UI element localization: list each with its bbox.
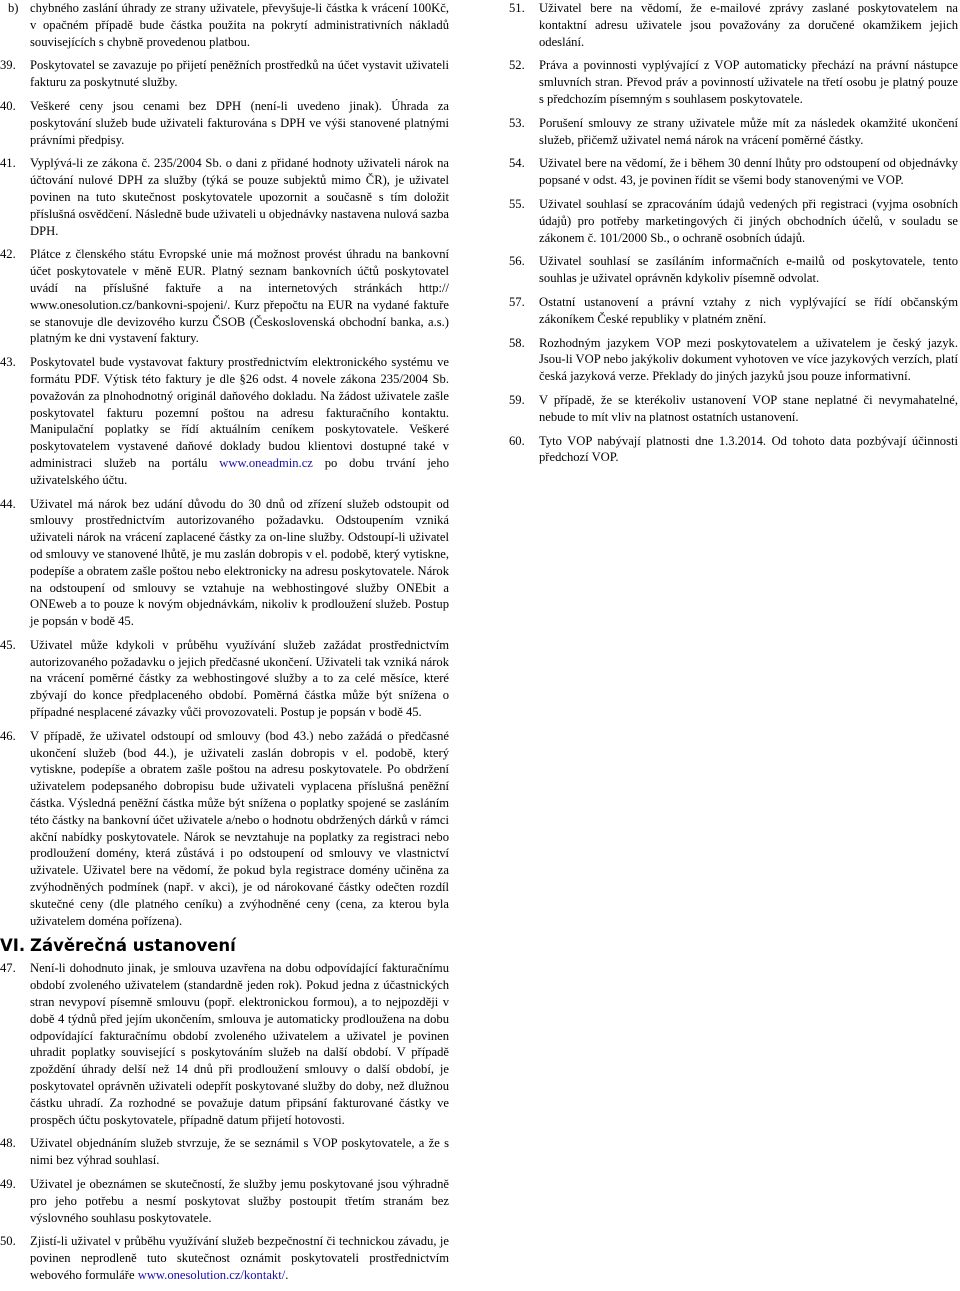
list-item-50 xyxy=(0,1233,449,1283)
item-number: 43. xyxy=(0,355,16,370)
item-number: 60. xyxy=(509,433,525,448)
item-number: 59. xyxy=(509,392,525,407)
list-item-48 xyxy=(0,1135,449,1169)
list-item-59 xyxy=(509,392,958,426)
list-item-39 xyxy=(0,57,449,91)
item-number: 40. xyxy=(0,98,16,113)
list-item-b xyxy=(0,0,449,50)
item-text: Uživatel bere na vědomí, že e-mailové zprávy zaslané poskytovatelem na kontaktní adresu uživatele jsou považovány za doručené okamžikem jejich odeslání. xyxy=(539,1,958,49)
list-item-55 xyxy=(509,196,958,246)
item-number: 50. xyxy=(0,1234,16,1249)
item-number: 47. xyxy=(0,961,16,976)
list-item-53 xyxy=(509,115,958,149)
item-text-part: po dobu trvání jeho uživatelského účtu. xyxy=(30,455,449,487)
item-text: Uživatel souhlasí se zasíláním informačních e-mailů od poskytovatele, tento souhlas je uživatel oprávněn kdykoliv písemně odvolat. xyxy=(539,254,958,286)
item-number: 55. xyxy=(509,196,525,211)
item-text: Uživatel souhlasí se zpracováním údajů vedených při registraci (vyjma osobních údajů) pro potřeby marketingových či jiných obchodních účelů, v souladu se zákonem č. 101/2000 Sb., o ochraně osobních údajů. xyxy=(539,196,958,245)
item-number: 44. xyxy=(0,496,16,511)
item-text: Rozhodným jazykem VOP mezi poskytovatelem a uživatelem je český jazyk. Jsou-li VOP nebo jakýkoliv dokument vyhotoven ve více jazykových verzích, platí česká jazyková verze. Překlady do jiných jazyků jsou pouze informativní. xyxy=(539,335,958,384)
section-heading xyxy=(0,936,449,956)
item-text-part: Poskytovatel bude vystavovat faktury prostřednictvím elektronického systému ve formátu PDF. Výtisk této faktury je dle §26 odst. 4 novele zákona 235/2004 Sb. považován za plnohodnotný originál daňového dokladu. Na žádost uživatele zašle poskytovatel fakturu pozemní poštou na adresu fakturačního kontaktu. Manipulační poplatky se řídí aktuálním ceníkem poskytovatele. Veškeré poskytovatelem vystavené daňové doklady budou klientovi dostupné také v administraci služeb na portálu xyxy=(30,355,449,470)
item-text: Uživatel objednáním služeb stvrzuje, že se seznámil s VOP poskytovatele, a že s nimi bez výhrad souhlasí. xyxy=(30,1136,449,1168)
item-text: Není-li dohodnuto jinak, je smlouva uzavřena na dobu odpovídající fakturačnímu období zvoleného uživatelem (standardně jeden rok). Pokud jedna z účastnických stran nevypoví písemně smlouvu (popř. elektronickou formou), a to nejpozději v době 4 týdnů před jejím ukončením, smlouva je automaticky prodloužena na dobu odpovídající fakturačnímu období zvoleného uživatelem a uživatel je povinen uhradit poplatky související s poskytováním služeb na další období. V případě zpoždění úhrady delší než 14 dnů při prodloužení smlouvy o další období, je poskytovatel oprávněn uživateli odepřít poskytované služby do doby, než dlužnou částku uhradí. Za rozhodné se považuje datum připsání fakturované částky ve prospěch účtu poskytovatele, případně datum přijetí hotovosti. xyxy=(30,961,449,1127)
list-item-52 xyxy=(509,57,958,107)
item-number: 53. xyxy=(509,115,525,130)
item-number: 51. xyxy=(509,1,525,15)
section-title: Závěrečná ustanovení xyxy=(30,936,236,956)
item-number: 58. xyxy=(509,335,525,350)
item-text: Vyplývá-li ze zákona č. 235/2004 Sb. o dani z přidané hodnoty uživateli nárok na účtování nulové DPH za služby (týká se pouze subjektů mimo ČR), je uživatel povinen na tuto skutečnost poskytovatele upozornit a současně s tím doložit příslušná osvědčení. Následně bude uživateli u objednávky nastavena nulová sazba DPH. xyxy=(30,156,449,238)
item-number: 45. xyxy=(0,637,16,652)
item-text: Uživatel může kdykoli v průběhu využívání služeb zažádat prostřednictvím autorizovaného požadavku o jejich předčasné ukončení. Uživateli tak vzniká nárok na vrácení poměrné částky za webhostingové služby a to za celé měsíce, které zbývají do konce předplaceného období. Poměrná částka může být snížena o případné nesplacené závazky vůči provozovateli. Postup je popsán v bodě 45. xyxy=(30,637,449,720)
list-item-54 xyxy=(509,155,958,189)
list-item-57 xyxy=(509,294,958,328)
list-item-58 xyxy=(509,335,958,385)
list-item-43 xyxy=(0,354,449,488)
item-text: chybného zaslání úhrady ze strany uživatele, převyšuje-li částka k vrácení 100Kč, v opačném případě bude částka použita na pokrytí administrativních nákladů souvisejících s chybně provedenou platbou. xyxy=(30,1,449,49)
contact-form-link[interactable]: www.onesolution.cz/kontakt/ xyxy=(137,1267,286,1282)
item-text: Ostatní ustanovení a právní vztahy z nich vyplývající se řídí občanským zákoníkem České republiky v platném znění. xyxy=(539,294,958,326)
list-item-44 xyxy=(0,496,449,630)
item-text: Porušení smlouvy ze strany uživatele může mít za následek okamžité ukončení služeb, přičemž uživatel nemá nárok na vrácení poměrné částky. xyxy=(539,115,958,147)
list-item-46 xyxy=(0,728,449,930)
list-item-40 xyxy=(0,98,449,148)
item-number: 56. xyxy=(509,254,525,269)
item-text: Tyto VOP nabývají platnosti dne 1.3.2014. Od tohoto data pozbývají účinnosti předchozí VOP. xyxy=(539,433,958,465)
item-text: Veškeré ceny jsou cenami bez DPH (není-li uvedeno jinak). Úhrada za poskytování služeb bude uživateli fakturována s DPH ve výši stanovené platnými právními předpisy. xyxy=(30,98,449,147)
item-number: 39. xyxy=(0,58,16,73)
item-number: 41. xyxy=(0,156,16,171)
item-text: V případě, že uživatel odstoupí od smlouvy (bod 43.) nebo zažádá o předčasné ukončení služeb (bod 44.), je uživateli zaslán dobropis v el. podobě, který vytiskne, podepíše a obratem zašle poštou na adresu poskytovatele. Po obdržení uživatelem podepsaného dobropisu bude uživateli vyplacena příslušná peněžní částka. Výsledná peněžní částka může být snížena o poplatky spojené se zasláním této částky na bankovní účet uživatele a/nebo o hodnotu obdržených dárků v rámci akční nabídky poskytovatele. Nárok se nevztahuje na poplatky za registraci nebo prodloužení domény, která zůstává i po odstoupení od smlouvy ve vlastnictví uživatele. Uživatel bere na vědomí, že pokud byla registrace domény učiněna za zvýhodněných podmínek (např. v akci), je od nárokované částky odečten rozdíl skutečné ceny (dle platného ceníku) a zvýhodněné ceny (cena, za kterou byla uživatelem doména pořízena). xyxy=(30,728,449,928)
item-text: Plátce z členského státu Evropské unie má možnost provést úhradu na bankovní účet poskytovatele v měně EUR. Platný seznam bankovních účtů poskytovatel uvádí na příslušné faktuře a na internetových stránkách http:// www.onesolution.cz/bankovni-spojeni/. Kurz přepočtu na EUR na vydané faktuře se stanovuje dle devizového kurzu ČSOB (Československá obchodní banka, a.s.) platným ke dni vystavení faktury. xyxy=(30,247,449,346)
list-item-56 xyxy=(509,253,958,287)
item-number: 52. xyxy=(509,58,525,73)
item-text-part: Zjistí-li uživatel v průběhu využívání služeb bezpečnostní či technickou závadu, je povinen neprodleně tuto skutečnost oznámit poskytovateli prostřednictvím webového formuláře xyxy=(30,1234,449,1282)
item-text: Uživatel bere na vědomí, že i během 30 denní lhůty pro odstoupení od objednávky popsané v odst. 43, je povinen řídit se všemi body stanovenými ve VOP. xyxy=(539,156,958,188)
list-item-42 xyxy=(0,246,449,347)
right-column xyxy=(509,0,958,473)
section-number: VI. xyxy=(0,936,26,956)
item-number: 57. xyxy=(509,294,525,309)
list-item-60 xyxy=(509,433,958,467)
left-column xyxy=(0,0,449,1291)
item-text: Poskytovatel se zavazuje po přijetí peněžních prostředků na účet vystavit uživateli fakturu za poskytnuté služby. xyxy=(30,58,449,90)
item-text: V případě, že se kterékoliv ustanovení VOP stane neplatné či nevymahatelné, nebude to mít vliv na platnost ostatních ustanovení. xyxy=(539,392,958,424)
item-number: 42. xyxy=(0,247,16,262)
item-text xyxy=(30,354,449,488)
item-number: 49. xyxy=(0,1177,16,1191)
oneadmin-link[interactable]: www.oneadmin.cz xyxy=(219,455,313,470)
item-number: 46. xyxy=(0,728,16,743)
list-item-49 xyxy=(0,1176,449,1226)
item-text: Práva a povinnosti vyplývající z VOP automaticky přechází na právní nástupce smluvních stran. Převod práv a povinností uživatele na třetí osobu je platný pouze s předchozím písemným s souhlasem poskytovatele. xyxy=(539,58,958,106)
list-item-45 xyxy=(0,637,449,721)
item-text: Uživatel má nárok bez udání důvodu do 30 dnů od zřízení služeb odstoupit od smlouvy prostřednictvím autorizovaného požadavku. Odstoupením vzniká uživateli nárok na vrácení zaplacené částky za on-line služby. Odstoupí-li uživatel od smlouvy ve stanovené lhůtě, je mu zaslán dobropis v el. podobě, který vytiskne, podepíše a obratem zašle poštou nebo elektronicky na adresu poskytovatele. Nárok na odstoupení od smlouvy se vztahuje na webhostingové služby ONEbit a ONEweb a to pouze k novým objednávkám, nikoliv k prodloužení služeb. Postup je popsán v bodě 45. xyxy=(30,496,449,629)
item-text: Uživatel je obeznámen se skutečností, že služby jemu poskytované jsou výhradně pro jeho potřebu a nesmí poskytovat služby postoupit třetím stranám bez výslovného souhlasu poskytovatele. xyxy=(30,1177,449,1225)
item-number: b) xyxy=(8,1,19,15)
list-item-47 xyxy=(0,960,449,1128)
item-text-part: . xyxy=(285,1267,289,1282)
item-number: 48. xyxy=(0,1136,16,1151)
item-text xyxy=(30,1233,449,1283)
list-item-51 xyxy=(509,0,958,50)
list-item-41 xyxy=(0,155,449,239)
item-number: 54. xyxy=(509,156,525,171)
